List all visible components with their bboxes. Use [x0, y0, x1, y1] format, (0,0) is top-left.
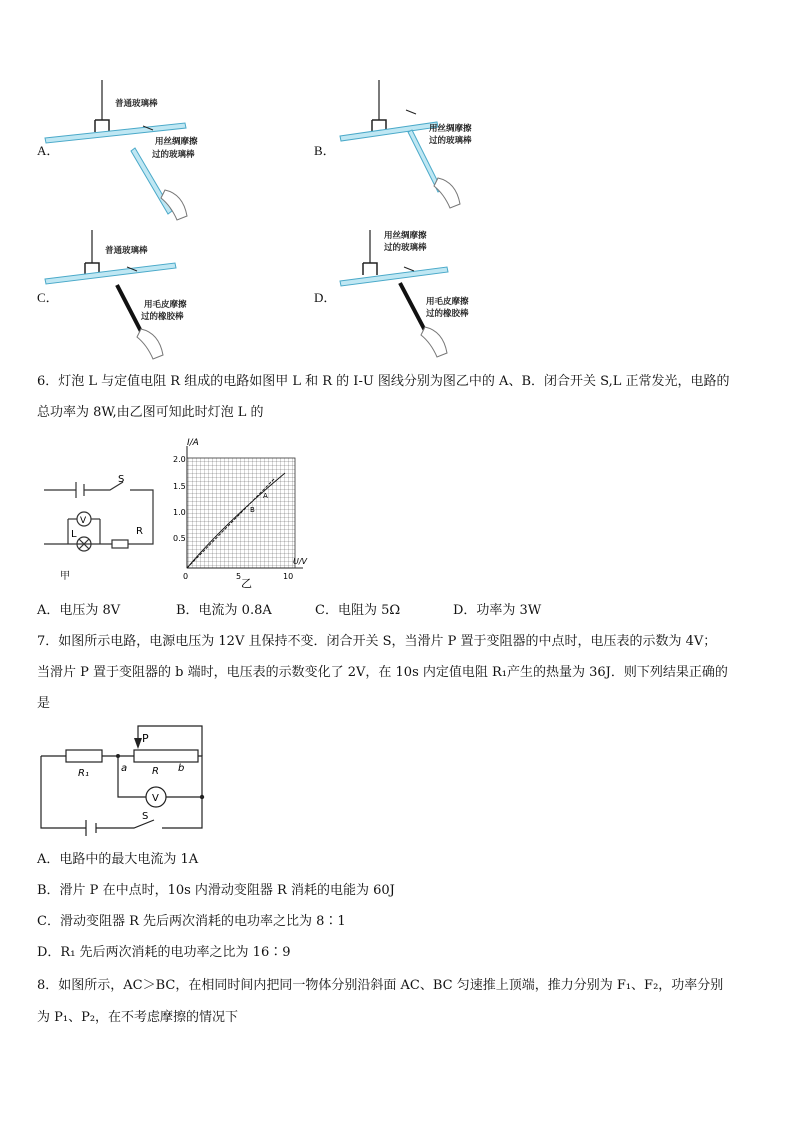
q7-choice-d[interactable]: D．R₁ 先后两次消耗的电功率之比为 16∶9 — [37, 945, 291, 960]
q6-xtick-0: 0 — [183, 572, 189, 581]
q7-stem-line1: 7．如图所示电路，电源电压为 12V 且保持不变．闭合开关 S，当滑片 P 置于变阻器的中点时，电压表的示数为 4V； — [37, 634, 717, 649]
q6-circuit-diagram — [38, 462, 168, 587]
q7-stem-line3: 是 — [37, 696, 51, 711]
q6-stem-line2: 总功率为 8W,由乙图可知此时灯泡 L 的 — [37, 405, 264, 420]
q7-switch-label: S — [142, 811, 149, 822]
q6-stem-line1: 6．灯泡 L 与定值电阻 R 组成的电路如图甲 L 和 R 的 I-U 图线分别为图乙中的 A、B．闭合开关 S,L 正常发光，电路的 — [37, 374, 730, 389]
q6-switch-label: S — [118, 474, 125, 485]
label-fur-rubbed-d1: 用毛皮摩擦 — [426, 297, 469, 307]
figure-option-c — [35, 225, 295, 370]
q6-curve-b-label: B — [250, 506, 255, 514]
q6-iu-graph — [165, 438, 315, 588]
q6-xtick-10: 10 — [283, 572, 294, 581]
option-a-letter: A． — [37, 143, 60, 158]
rods-illustration-c — [35, 225, 295, 370]
q7-voltmeter-label: V — [152, 793, 159, 804]
label-silk-rubbed-d1: 用丝绸摩擦 — [384, 231, 427, 241]
q6-circuit-caption: 甲 — [60, 571, 70, 582]
label-fur-rubbed-d2: 过的橡胶棒 — [426, 309, 469, 319]
label-silk-rubbed-b2: 过的玻璃棒 — [429, 136, 472, 146]
q6-voltmeter-label: V — [80, 516, 87, 526]
option-b-letter: B． — [314, 143, 336, 158]
figure-option-a — [35, 78, 295, 223]
q6-ytick-2-0: 2.0 — [173, 455, 186, 464]
label-fur-rubbed-c2: 过的橡胶棒 — [141, 312, 184, 322]
q7-choice-a[interactable]: A．电路中的最大电流为 1A — [37, 852, 199, 867]
q7-end-b-label: b — [178, 763, 185, 774]
q6-ytick-1-5: 1.5 — [173, 482, 186, 491]
q6-graph-caption: 乙 — [241, 577, 252, 588]
q7-rheostat-label: R — [152, 766, 159, 777]
q7-end-a-label: a — [121, 763, 128, 774]
q6-ytick-0-5: 0.5 — [173, 534, 186, 543]
q6-choice-a[interactable]: A．电压为 8V — [37, 603, 121, 618]
rods-illustration-b — [312, 78, 572, 223]
q6-graph-xlabel: U/V — [293, 557, 308, 566]
q8-stem-line1: 8．如图所示，AC＞BC，在相同时间内把同一物体分别沿斜面 AC、BC 匀速推上顶端，推力分别为 F₁、F₂，功率分别 — [37, 978, 724, 993]
option-d-letter: D． — [314, 290, 337, 305]
q6-choice-b[interactable]: B．电流为 0.8A — [176, 603, 272, 618]
option-c-letter: C． — [37, 290, 59, 305]
q6-lamp-label: L — [71, 529, 77, 540]
q7-choice-b[interactable]: B．滑片 P 在中点时，10s 内滑动变阻器 R 消耗的电能为 60J — [37, 883, 395, 898]
q8-stem-line2: 为 P₁、P₂，在不考虑摩擦的情况下 — [37, 1010, 239, 1025]
q7-circuit-diagram — [38, 722, 210, 837]
label-silk-rubbed-d2: 过的玻璃棒 — [384, 243, 427, 253]
label-fur-rubbed-c1: 用毛皮摩擦 — [144, 300, 187, 310]
q6-choice-c[interactable]: C．电阻为 5Ω — [315, 603, 401, 618]
q6-choice-d[interactable]: D．功率为 3W — [453, 603, 542, 618]
figure-option-d — [312, 225, 572, 370]
q6-graph-ylabel: I/A — [187, 438, 199, 448]
q6-xtick-5: 5 — [236, 572, 242, 581]
label-silk-rubbed-a2: 过的玻璃棒 — [152, 150, 195, 160]
label-silk-rubbed-b1: 用丝绸摩擦 — [429, 124, 472, 134]
figure-option-b — [312, 78, 572, 223]
q7-stem-line2: 当滑片 P 置于变阻器的 b 端时，电压表的示数变化了 2V，在 10s 内定值电阻 R₁产生的热量为 36J．则下列结果正确的 — [37, 665, 728, 680]
q7-slider-p-label: P — [142, 732, 149, 745]
label-normal-glass-rod-c: 普通玻璃棒 — [105, 246, 148, 256]
q6-ytick-1-0: 1.0 — [173, 508, 186, 517]
q7-r1-label: R₁ — [78, 768, 89, 779]
q7-choice-c[interactable]: C．滑动变阻器 R 先后两次消耗的电功率之比为 8∶1 — [37, 914, 346, 929]
q6-curve-a-label: A — [263, 492, 268, 500]
label-normal-glass-rod: 普通玻璃棒 — [115, 99, 158, 109]
label-silk-rubbed-a1: 用丝绸摩擦 — [155, 137, 198, 147]
q6-resistor-label: R — [136, 526, 143, 537]
